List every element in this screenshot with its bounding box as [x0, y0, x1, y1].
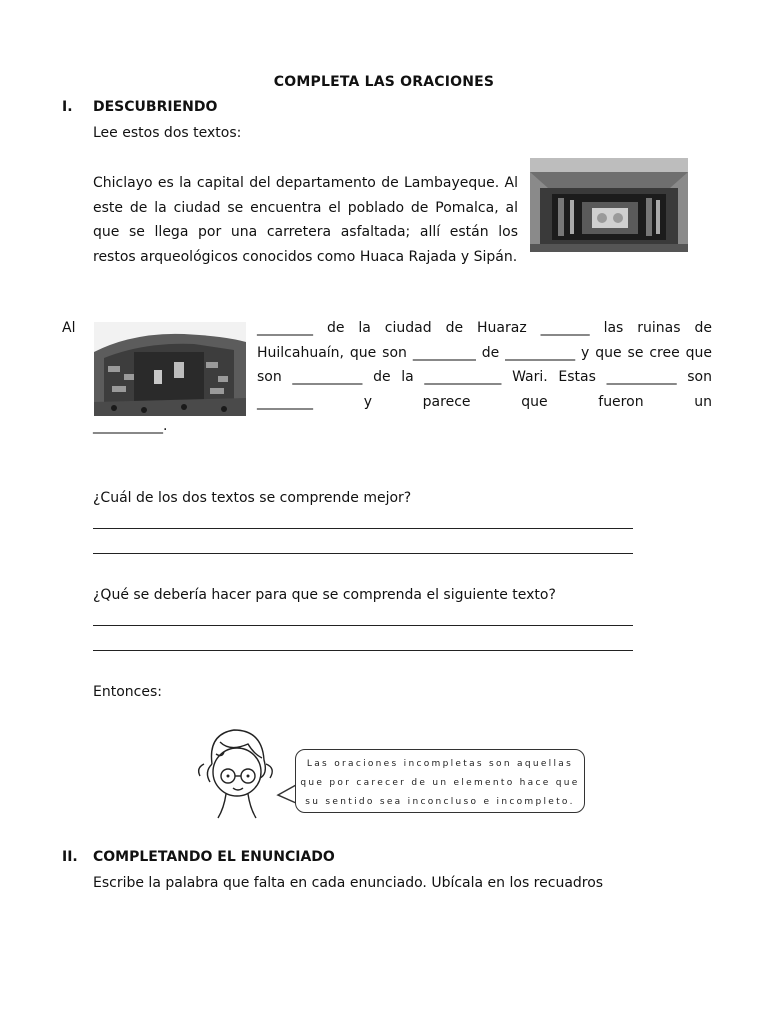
huilcahuain-ruins-photo: [94, 322, 246, 416]
section-2-instruction: Escribe la palabra que falta en cada enunciado. Ubícala en los recuadros: [93, 875, 604, 891]
text-1-paragraph: Chiclayo es la capital del departamento de Lambayeque. Al este de la ciudad se encuentra el poblado de Pomalca, al que se llega por una carretera asfaltada; allí están los restos arqueológicos conocidos como Huaca Rajada y Sipán.: [93, 175, 518, 265]
girl-with-glasses-drawing: [190, 724, 280, 820]
section-2-number: II.: [62, 849, 78, 865]
answer-line-2[interactable]: [93, 553, 633, 554]
section-1-title: DESCUBRIENDO: [93, 99, 218, 115]
answer-line-4[interactable]: [93, 650, 633, 651]
sipan-tomb-image: [530, 158, 688, 252]
section-2-title: COMPLETANDO EL ENUNCIADO: [93, 849, 335, 865]
question-2: ¿Qué se debería hacer para que se comprenda el siguiente texto?: [93, 587, 556, 603]
speech-bubble-text: Las oraciones incompletas son aquellas que por carecer de un elemento hace que su sentido sea inconcluso e incompleto.: [300, 759, 580, 807]
sipan-tomb-photo: [530, 158, 688, 252]
girl-icon: [190, 724, 280, 820]
speech-bubble: [295, 749, 585, 813]
question-1: ¿Cuál de los dos textos se comprende mejor?: [93, 490, 412, 506]
page-title: COMPLETA LAS ORACIONES: [273, 74, 495, 90]
conclusion-label: Entonces:: [93, 684, 162, 700]
ruins-image: [94, 322, 246, 416]
text-2-end: __________.: [93, 418, 168, 434]
text-2-paragraph: ________ de la ciudad de Huaraz _______ las ruinas de Huilcahuaín, que son _________ de __________ y que se cree que son __________ de la ___________ Wari. Estas __________ son ________ y parece que fueron un: [257, 320, 712, 410]
section-1-instruction: Lee estos dos textos:: [93, 125, 242, 141]
text-2-start: Al: [62, 320, 76, 336]
section-1-number: I.: [62, 99, 73, 115]
answer-line-1[interactable]: [93, 528, 633, 529]
answer-line-3[interactable]: [93, 625, 633, 626]
